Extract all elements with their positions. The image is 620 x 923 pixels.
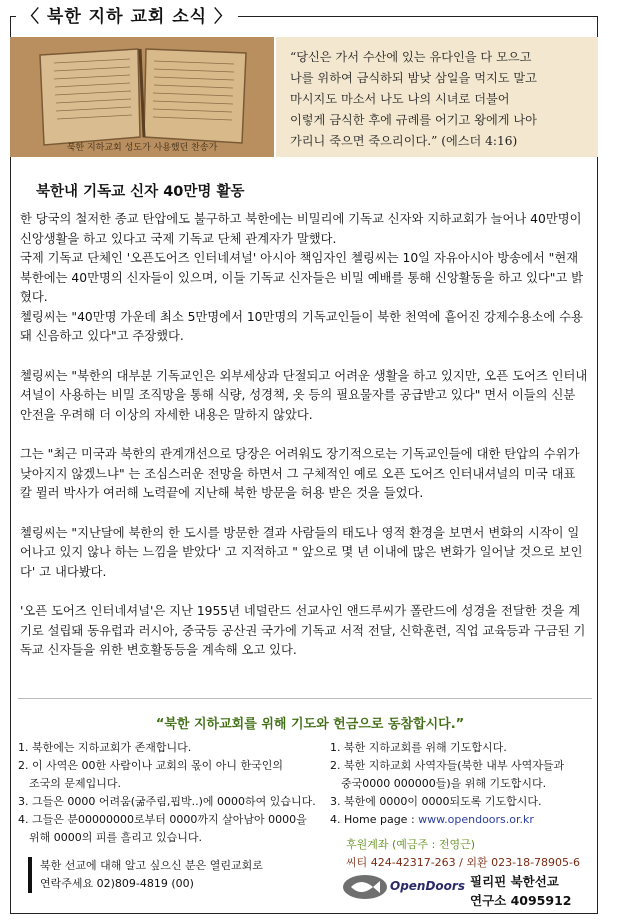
hero-banner bbox=[10, 37, 598, 157]
list-item: 2. 북한 지하교회 사역자들(북한 내부 사역자들과 bbox=[330, 759, 565, 772]
article-paragraph: 한 당국의 철저한 종교 탄압에도 불구하고 북한에는 비밀리에 기독교 신자와 지하교회가 늘어나 40만명이 신앙생활을 하고 있다고 국제 기독교 단체 관계자가 말했다. 국제 기독교 단체인 '오픈도어즈 인터네셔널' 아시아 책임자인 첼링씨는 10일 자유아시아 방송에서 "현재 북한에는 40만명의 신자들이 있으며, 이들 기독교 신자들은 비밀 예배를 통해 신앙활동을 하고 있다"고 밝혔다. 첼링씨는 "40만명 가운데 최소 5만명에서 10만명의 기독교인들이 북한 천역에 흩어진 강제수용소에 수용돼 신음하고 있다"고 주장했다. bbox=[20, 212, 584, 343]
contact-line: 연락주세요 02)809-4819 (00) bbox=[40, 877, 194, 890]
fish-logo-icon bbox=[342, 874, 388, 900]
article-paragraph: '오픈 도어즈 인터네셔널'은 지난 1955년 네덜란드 선교사인 앤드루씨가 폴란드에 성경을 전달한 것을 계기로 설립돼 동유럽과 러시아, 중국등 공산권 국가에 기독교 서적 전달, 신학훈련, 직업 교육등과 구금된 기독교 신자들을 위한 변호활동등을 계속해 오고 있다. bbox=[20, 604, 586, 657]
list-item: 조국의 문제입니다. bbox=[29, 777, 122, 790]
hymnbook-photo bbox=[10, 37, 274, 157]
quote-line: 나를 위하여 금식하되 밤낮 삼일을 먹지도 말고 bbox=[290, 71, 537, 85]
footer-divider bbox=[18, 698, 592, 699]
list-item: 중국0000 000000들)을 위해 기도합시다. bbox=[341, 777, 547, 790]
opendoors-logo bbox=[342, 874, 465, 900]
org-id: 연구소 4095912 bbox=[470, 893, 572, 908]
facts-list bbox=[18, 739, 318, 847]
account-label: 후원계좌 (예금주 : 전영근) bbox=[346, 838, 476, 851]
prayer-title: “북한 지하교회를 위해 기도와 헌금으로 동참합시다.” bbox=[155, 717, 465, 732]
homepage-label: 4. Home page : bbox=[330, 813, 419, 826]
article-paragraph: 그는 "최근 미국과 북한의 관계개선으로 당장은 어려워도 장기적으로는 기독교인들에 대한 탄압의 수위가 낮아지지 않겠느냐" 는 조심스러운 전망을 하면서 그 구체적인 예로 오픈 도어즈 인터내셔널의 미국 대표 칼 뮐러 박사가 여러해 노력끝에 지난해 북한 방문을 허용 받은 것을 들었다. bbox=[20, 447, 580, 500]
list-item: 2. 이 사역은 00한 사람이나 교회의 몫이 아니 한국인의 bbox=[18, 759, 283, 772]
article-paragraph: 첼링씨는 "북한의 대부분 기독교인은 외부세상과 단절되고 어려운 생활을 하고 있지만, 오픈 도어즈 인터내셔널이 사용하는 비밀 조직망을 통해 식량, 성경책, 옷 등의 필요물자를 공급받고 있다" 면서 이들의 신분 안전을 우려해 더 이상의 자세한 내용은 말하지 않았다. bbox=[20, 368, 588, 422]
account-numbers: 씨티 424-42317-263 / 외환 023-18-78905-6 bbox=[346, 856, 581, 869]
contact-info bbox=[28, 857, 263, 893]
homepage-link[interactable]: www.opendoors.or.kr bbox=[418, 813, 534, 826]
quote-line: 이렇게 금식한 후에 규례를 어기고 왕에게 나아 bbox=[290, 113, 537, 127]
prayer-list bbox=[330, 739, 590, 829]
scripture-quote bbox=[276, 37, 598, 157]
list-item: 1. 북한 지하교회를 위해 기도합시다. bbox=[330, 741, 507, 754]
quote-line: 가리니 죽으면 죽으리이다.” (에스더 4:16) bbox=[290, 134, 518, 148]
photo-caption: 북한 지하교회 성도가 사용했던 찬송가 bbox=[66, 143, 218, 153]
list-item: 위해 0000의 피를 흘리고 있습니다. bbox=[29, 831, 202, 844]
contact-line: 북한 선교에 대해 알고 싶으신 분은 열린교회로 bbox=[40, 859, 263, 872]
quote-line: “당신은 가서 수산에 있는 유다인을 다 모으고 bbox=[290, 50, 532, 64]
hymnbook-illustration bbox=[10, 37, 274, 157]
list-item bbox=[330, 811, 590, 829]
organization bbox=[470, 872, 571, 910]
article-paragraph: 첼링씨는 "지난달에 북한의 한 도시를 방문한 결과 사람들의 태도나 영적 환경을 보면서 변화의 시작이 일어나고 있지 않나 하는 느낌을 받았다' 고 지적하고 " 앞으로 몇 년 이내에 많은 변화가 일어날 것으로 보인다' 고 내다봤다. bbox=[20, 525, 583, 579]
article-title: 북한내 기독교 신자 40만명 활동 bbox=[36, 184, 245, 200]
quote-line: 마시지도 마소서 나도 나의 시녀로 더불어 bbox=[290, 92, 510, 106]
article-body bbox=[20, 210, 590, 681]
org-name: 필리핀 북한선교 bbox=[470, 874, 559, 889]
list-item: 3. 북한에 0000이 0000되도록 기도합시다. bbox=[330, 795, 542, 808]
list-item: 1. 북한에는 지하교회가 존재합니다. bbox=[18, 741, 192, 754]
list-item: 4. 그들은 분00000000로부터 0000까지 살아남아 0000을 bbox=[18, 813, 307, 826]
donation-account bbox=[346, 836, 580, 872]
logo-text: OpenDoors bbox=[390, 879, 465, 893]
list-item: 3. 그들은 0000 어려움(굶주림,핍박..)에 0000하여 있습니다. bbox=[18, 795, 316, 808]
page-title: 〈 북한 지하 교회 소식 〉 bbox=[16, 2, 238, 27]
